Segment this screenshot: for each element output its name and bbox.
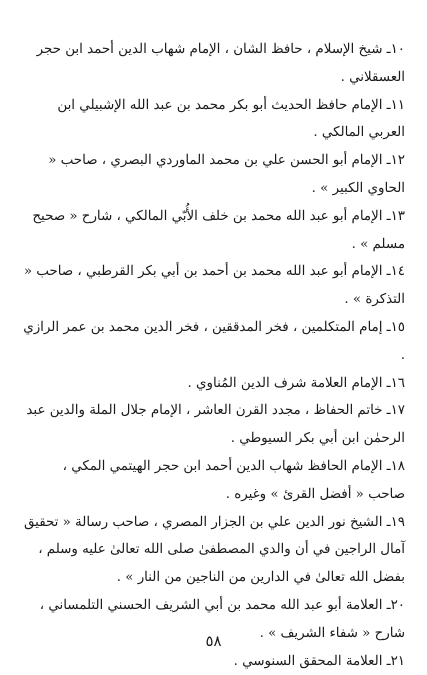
scholars-list bbox=[22, 36, 405, 675]
list-item: ١٣ـ الإمام أبو عبد الله محمد بن خلف الأُبّي المالكي ، شارح « صحيح مسلم » . bbox=[32, 208, 405, 252]
list-item: ١٧ـ خاتم الحفاظ ، مجدد القرن العاشر ، الإمام جلال الملة والدين عبد الرحمٰن ابن أبي بكر السيوطي . bbox=[26, 403, 405, 447]
list-item: ٢٠ـ العلامة أبو عبد الله محمد بن أبي الشريف الحسني التلمساني ، شارح « شفاء الشريف » . bbox=[39, 597, 405, 641]
list-item: ١٨ـ الإمام الحافظ شهاب الدين أحمد ابن حجر الهيتمي المكي ، صاحب « أفضل القرئ » وغيره . bbox=[62, 458, 405, 502]
list-item: ١١ـ الإمام حافظ الحديث أبو بكر محمد بن عبد الله الإشبيلي ابن العربي المالكي . bbox=[57, 97, 405, 141]
list-item: ٢١ـ العلامة المحقق السنوسي . bbox=[233, 653, 405, 669]
list-item: ١٦ـ الإمام العلامة شرف الدين المُناوي . bbox=[187, 375, 405, 391]
page-number: ٥٨ bbox=[205, 632, 222, 650]
list-item: ١٠ـ شيخ الإسلام ، حافظ الشان ، الإمام شهاب الدين أحمد ابن حجر العسقلاني . bbox=[36, 42, 405, 85]
list-item: ١٢ـ الإمام أبو الحسن علي بن محمد الماوردي البصري ، صاحب « الحاوي الكبير » . bbox=[48, 153, 405, 196]
list-item: ١٥ـ إمام المتكلمين ، فخر المدققين ، فخر الدين محمد بن عمر الرازي . bbox=[23, 319, 405, 363]
list-item: ١٩ـ الشيخ نور الدين علي بن الجزار المصري ، صاحب رسالة « تحقيق آمال الراجين في أن والدي المصطفىٰ صلى الله تعالىٰ عليه وسلم ، بفضل الله تعالىٰ في الدارين من الناجين من النار » . bbox=[24, 514, 405, 586]
list-item: ١٤ـ الإمام أبو عبد الله محمد بن أحمد بن أبي بكر القرطبي ، صاحب « التذكرة » . bbox=[23, 264, 405, 308]
